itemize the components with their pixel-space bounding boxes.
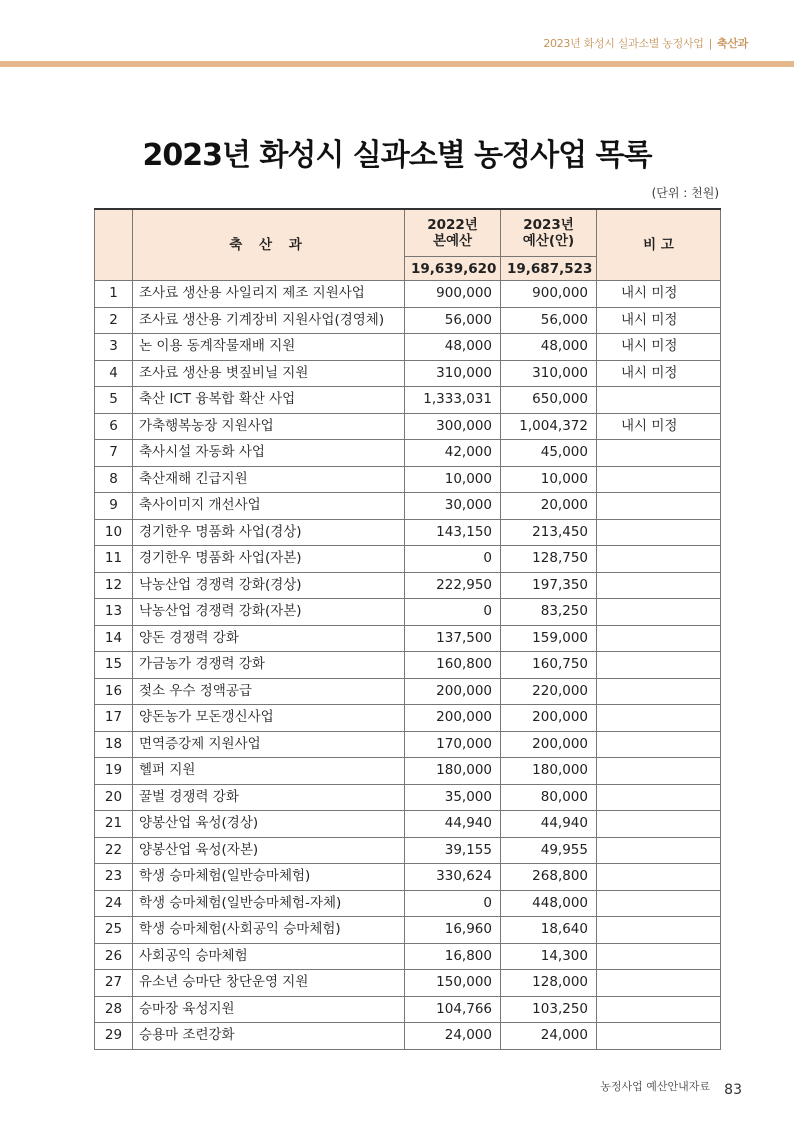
budget-2022: 35,000 bbox=[405, 784, 501, 811]
unit-note: (단위 : 천원) bbox=[651, 186, 719, 200]
page-number: 83 bbox=[724, 1082, 742, 1098]
table-row bbox=[95, 599, 721, 626]
table-row bbox=[95, 837, 721, 864]
project-name: 낙농산업 경쟁력 강화(경상) bbox=[133, 572, 405, 599]
remarks bbox=[597, 917, 721, 944]
table-row bbox=[95, 917, 721, 944]
row-number: 1 bbox=[95, 281, 133, 308]
row-number: 5 bbox=[95, 387, 133, 414]
budget-2022: 160,800 bbox=[405, 652, 501, 679]
row-number: 3 bbox=[95, 334, 133, 361]
table-header-row bbox=[95, 209, 721, 257]
remarks bbox=[597, 943, 721, 970]
budget-2022: 170,000 bbox=[405, 731, 501, 758]
row-number: 15 bbox=[95, 652, 133, 679]
budget-2022: 44,940 bbox=[405, 811, 501, 838]
table-row bbox=[95, 678, 721, 705]
budget-2023: 180,000 bbox=[501, 758, 597, 785]
row-number: 6 bbox=[95, 413, 133, 440]
budget-2022: 150,000 bbox=[405, 970, 501, 997]
table-body bbox=[95, 281, 721, 1050]
table-row bbox=[95, 519, 721, 546]
budget-2023: 128,000 bbox=[501, 970, 597, 997]
project-name: 조사료 생산용 기계장비 지원사업(경영체) bbox=[133, 307, 405, 334]
table-row bbox=[95, 307, 721, 334]
budget-2022: 143,150 bbox=[405, 519, 501, 546]
budget-2023: 48,000 bbox=[501, 334, 597, 361]
project-name: 가축행복농장 지원사업 bbox=[133, 413, 405, 440]
budget-2022: 1,333,031 bbox=[405, 387, 501, 414]
remarks bbox=[597, 652, 721, 679]
row-number: 11 bbox=[95, 546, 133, 573]
project-name: 양돈 경쟁력 강화 bbox=[133, 625, 405, 652]
row-number: 16 bbox=[95, 678, 133, 705]
project-name: 조사료 생산용 볏짚비닐 지원 bbox=[133, 360, 405, 387]
remarks: 내시 미정 bbox=[597, 360, 721, 387]
row-number: 25 bbox=[95, 917, 133, 944]
project-name: 축사이미지 개선사업 bbox=[133, 493, 405, 520]
remarks bbox=[597, 599, 721, 626]
budget-table bbox=[94, 208, 721, 1050]
header-blank-no-column bbox=[95, 209, 133, 281]
footer-doc-label: 농정사업 예산안내자료 bbox=[600, 1080, 710, 1093]
row-number: 18 bbox=[95, 731, 133, 758]
budget-2022: 56,000 bbox=[405, 307, 501, 334]
table-row bbox=[95, 1023, 721, 1050]
row-number: 24 bbox=[95, 890, 133, 917]
header-2023-budget bbox=[501, 209, 597, 257]
header-2023-year: 2023년 bbox=[523, 217, 574, 233]
table-row bbox=[95, 387, 721, 414]
budget-2023: 900,000 bbox=[501, 281, 597, 308]
table-row bbox=[95, 360, 721, 387]
remarks: 내시 미정 bbox=[597, 334, 721, 361]
row-number: 23 bbox=[95, 864, 133, 891]
table-row bbox=[95, 440, 721, 467]
budget-2023: 200,000 bbox=[501, 731, 597, 758]
project-name: 축산재해 긴급지원 bbox=[133, 466, 405, 493]
page-title: 2023년 화성시 실과소별 농정사업 목록 bbox=[142, 138, 652, 173]
remarks bbox=[597, 705, 721, 732]
remarks bbox=[597, 784, 721, 811]
remarks bbox=[597, 996, 721, 1023]
budget-2022: 900,000 bbox=[405, 281, 501, 308]
budget-2023: 1,004,372 bbox=[501, 413, 597, 440]
project-name: 경기한우 명품화 사업(경상) bbox=[133, 519, 405, 546]
row-number: 8 bbox=[95, 466, 133, 493]
row-number: 19 bbox=[95, 758, 133, 785]
table-row bbox=[95, 970, 721, 997]
row-number: 29 bbox=[95, 1023, 133, 1050]
project-name: 양봉산업 육성(경상) bbox=[133, 811, 405, 838]
project-name: 유소년 승마단 창단운영 지원 bbox=[133, 970, 405, 997]
remarks bbox=[597, 731, 721, 758]
budget-2022: 222,950 bbox=[405, 572, 501, 599]
total-2023: 19,687,523 bbox=[501, 257, 597, 281]
remarks bbox=[597, 546, 721, 573]
remarks: 내시 미정 bbox=[597, 413, 721, 440]
row-number: 10 bbox=[95, 519, 133, 546]
table-row bbox=[95, 652, 721, 679]
budget-2023: 200,000 bbox=[501, 705, 597, 732]
project-name: 학생 승마체험(일반승마체험) bbox=[133, 864, 405, 891]
table-row bbox=[95, 758, 721, 785]
project-name: 젖소 우수 정액공급 bbox=[133, 678, 405, 705]
budget-2023: 24,000 bbox=[501, 1023, 597, 1050]
budget-2022: 16,800 bbox=[405, 943, 501, 970]
budget-2022: 42,000 bbox=[405, 440, 501, 467]
budget-2023: 268,800 bbox=[501, 864, 597, 891]
header-2022-year: 2022년 bbox=[427, 217, 478, 233]
running-header bbox=[543, 35, 748, 51]
budget-2023: 10,000 bbox=[501, 466, 597, 493]
footer-label bbox=[600, 1078, 710, 1094]
budget-2023: 448,000 bbox=[501, 890, 597, 917]
table-row bbox=[95, 493, 721, 520]
budget-2022: 0 bbox=[405, 890, 501, 917]
project-name: 조사료 생산용 사일리지 제조 지원사업 bbox=[133, 281, 405, 308]
table-row bbox=[95, 996, 721, 1023]
budget-2022: 0 bbox=[405, 546, 501, 573]
row-number: 28 bbox=[95, 996, 133, 1023]
project-name: 경기한우 명품화 사업(자본) bbox=[133, 546, 405, 573]
budget-2023: 44,940 bbox=[501, 811, 597, 838]
project-name: 면역증강제 지원사업 bbox=[133, 731, 405, 758]
table-row bbox=[95, 281, 721, 308]
remarks bbox=[597, 678, 721, 705]
project-name: 학생 승마체험(일반승마체험-자체) bbox=[133, 890, 405, 917]
project-name: 축산 ICT 융복합 확산 사업 bbox=[133, 387, 405, 414]
project-name: 축사시설 자동화 사업 bbox=[133, 440, 405, 467]
project-name: 꿀벌 경쟁력 강화 bbox=[133, 784, 405, 811]
budget-2022: 24,000 bbox=[405, 1023, 501, 1050]
table-row bbox=[95, 890, 721, 917]
header-doc-name: 2023년 화성시 실과소별 농정사업 bbox=[543, 37, 704, 50]
remarks bbox=[597, 837, 721, 864]
remarks bbox=[597, 864, 721, 891]
row-number: 9 bbox=[95, 493, 133, 520]
header-section-name: 축산과 bbox=[717, 37, 748, 50]
budget-2022: 180,000 bbox=[405, 758, 501, 785]
table-row bbox=[95, 731, 721, 758]
row-number: 12 bbox=[95, 572, 133, 599]
budget-2022: 104,766 bbox=[405, 996, 501, 1023]
project-name: 낙농산업 경쟁력 강화(자본) bbox=[133, 599, 405, 626]
row-number: 26 bbox=[95, 943, 133, 970]
table-row bbox=[95, 811, 721, 838]
remarks bbox=[597, 625, 721, 652]
remarks: 내시 미정 bbox=[597, 307, 721, 334]
table-row bbox=[95, 413, 721, 440]
budget-2023: 159,000 bbox=[501, 625, 597, 652]
project-name: 승용마 조련강화 bbox=[133, 1023, 405, 1050]
remarks bbox=[597, 890, 721, 917]
header-2022-type: 본예산 bbox=[432, 233, 473, 249]
budget-2023: 83,250 bbox=[501, 599, 597, 626]
header-rule bbox=[0, 61, 794, 67]
row-number: 7 bbox=[95, 440, 133, 467]
header-department: 축 산 과 bbox=[133, 209, 405, 281]
remarks bbox=[597, 493, 721, 520]
budget-2022: 30,000 bbox=[405, 493, 501, 520]
project-name: 논 이용 동계작물재배 지원 bbox=[133, 334, 405, 361]
budget-2023: 18,640 bbox=[501, 917, 597, 944]
table-row bbox=[95, 784, 721, 811]
header-remarks: 비 고 bbox=[597, 209, 721, 281]
row-number: 4 bbox=[95, 360, 133, 387]
table-row bbox=[95, 334, 721, 361]
budget-2022: 300,000 bbox=[405, 413, 501, 440]
table-row bbox=[95, 625, 721, 652]
budget-2022: 310,000 bbox=[405, 360, 501, 387]
remarks: 내시 미정 bbox=[597, 281, 721, 308]
project-name: 양돈농가 모돈갱신사업 bbox=[133, 705, 405, 732]
table-row bbox=[95, 466, 721, 493]
table-row bbox=[95, 546, 721, 573]
project-name: 가금농가 경쟁력 강화 bbox=[133, 652, 405, 679]
budget-2023: 80,000 bbox=[501, 784, 597, 811]
project-name: 승마장 육성지원 bbox=[133, 996, 405, 1023]
budget-2023: 220,000 bbox=[501, 678, 597, 705]
budget-2022: 137,500 bbox=[405, 625, 501, 652]
table-row bbox=[95, 572, 721, 599]
row-number: 27 bbox=[95, 970, 133, 997]
remarks bbox=[597, 811, 721, 838]
row-number: 20 bbox=[95, 784, 133, 811]
row-number: 2 bbox=[95, 307, 133, 334]
table-row bbox=[95, 705, 721, 732]
budget-2023: 213,450 bbox=[501, 519, 597, 546]
remarks bbox=[597, 970, 721, 997]
remarks bbox=[597, 466, 721, 493]
remarks bbox=[597, 387, 721, 414]
budget-2023: 103,250 bbox=[501, 996, 597, 1023]
budget-2022: 0 bbox=[405, 599, 501, 626]
budget-2023: 197,350 bbox=[501, 572, 597, 599]
project-name: 사회공익 승마체험 bbox=[133, 943, 405, 970]
remarks bbox=[597, 440, 721, 467]
budget-2023: 56,000 bbox=[501, 307, 597, 334]
budget-2022: 16,960 bbox=[405, 917, 501, 944]
remarks bbox=[597, 1023, 721, 1050]
budget-2023: 128,750 bbox=[501, 546, 597, 573]
table-row bbox=[95, 864, 721, 891]
total-2022: 19,639,620 bbox=[405, 257, 501, 281]
budget-2023: 310,000 bbox=[501, 360, 597, 387]
budget-2023: 650,000 bbox=[501, 387, 597, 414]
remarks bbox=[597, 519, 721, 546]
project-name: 양봉산업 육성(자본) bbox=[133, 837, 405, 864]
remarks bbox=[597, 572, 721, 599]
budget-2022: 200,000 bbox=[405, 678, 501, 705]
header-2023-type: 예산(안) bbox=[522, 233, 575, 249]
row-number: 13 bbox=[95, 599, 133, 626]
budget-2022: 48,000 bbox=[405, 334, 501, 361]
budget-2023: 160,750 bbox=[501, 652, 597, 679]
table-row bbox=[95, 943, 721, 970]
budget-2022: 39,155 bbox=[405, 837, 501, 864]
budget-2023: 45,000 bbox=[501, 440, 597, 467]
header-2022-budget bbox=[405, 209, 501, 257]
row-number: 21 bbox=[95, 811, 133, 838]
row-number: 17 bbox=[95, 705, 133, 732]
budget-2023: 20,000 bbox=[501, 493, 597, 520]
budget-2023: 14,300 bbox=[501, 943, 597, 970]
project-name: 헬퍼 지원 bbox=[133, 758, 405, 785]
remarks bbox=[597, 758, 721, 785]
budget-2023: 49,955 bbox=[501, 837, 597, 864]
project-name: 학생 승마체험(사회공익 승마체험) bbox=[133, 917, 405, 944]
budget-2022: 330,624 bbox=[405, 864, 501, 891]
budget-2022: 200,000 bbox=[405, 705, 501, 732]
header-separator: | bbox=[708, 37, 713, 50]
row-number: 22 bbox=[95, 837, 133, 864]
budget-2022: 10,000 bbox=[405, 466, 501, 493]
row-number: 14 bbox=[95, 625, 133, 652]
